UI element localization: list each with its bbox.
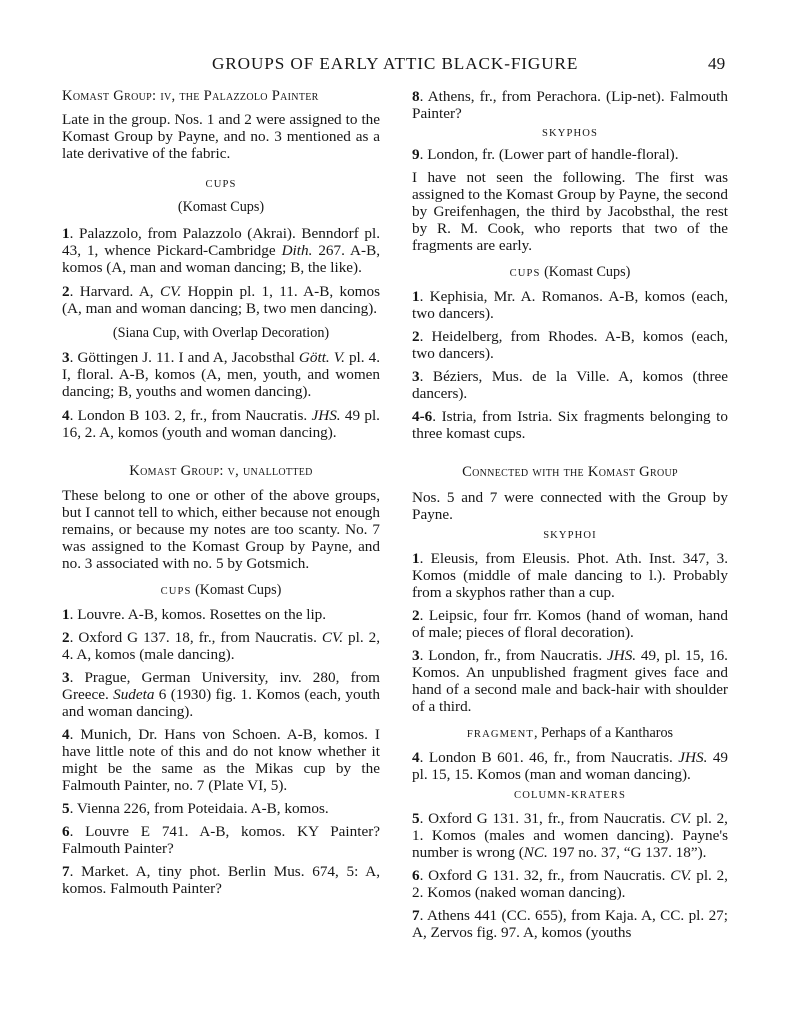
catalogue-entry: 2. Oxford G 137. 18, fr., from Naucratis. CV. pl. 2, 4. A, komos (male dancing). [62,629,380,663]
subheading-skyphos: SKYPHOS [542,128,598,139]
catalogue-entry: 3. Göttingen J. 11. I and A, Jacobsthal Gött. V. pl. 4. I, floral. A-B, komos (A, men, youth, and women dancing; B, youths and women dancing). [62,349,381,400]
right-column [412,88,728,941]
section-heading-palazzolo: Komast Group: iv, the Palazzolo Painter [62,88,319,104]
page-number: 49 [708,54,726,73]
catalogue-entry: 1. Eleusis, from Eleusis. Phot. Ath. Inst. 347, 3. Komos (middle of male dancing to l.). Probably from a skyphos rather than a cup. [412,550,728,601]
catalogue-entry: 2. Leipsic, four frr. Komos (hand of woman, hand of male; pieces of floral decoration). [412,607,728,641]
catalogue-entry: 3. Béziers, Mus. de la Ville. A, komos (three dancers). [412,368,728,402]
catalogue-entry: 9. London, fr. (Lower part of handle-floral). [412,146,679,163]
subheading-siana-cup: (Siana Cup, with Overlap Decoration) [112,325,330,341]
catalogue-entry: 4-6. Istria, from Istria. Six fragments belonging to three komast cups. [412,408,728,442]
catalogue-entry: 2. Heidelberg, from Rhodes. A-B, komos (each, two dancers). [412,328,728,362]
catalogue-entry: 7. Market. A, tiny phot. Berlin Mus. 674, 5: A, komos. Falmouth Painter? [62,863,380,897]
catalogue-entry: 1. Kephisia, Mr. A. Romanos. A-B, komos (each, two dancers). [412,288,728,322]
catalogue-entry: 4. London B 601. 46, fr., from Naucratis. JHS. 49 pl. 15, 15. Komos (man and woman dancing). [412,749,729,783]
section-heading-connected: Connected with the Komast Group [462,464,678,480]
subheading-cups: CUPS [205,179,237,190]
catalogue-entry: 5. Vienna 226, from Poteidaia. A-B, komos. [62,800,329,817]
catalogue-entry: 6. Oxford G 131. 32, fr., from Naucratis. CV. pl. 2, 2. Komos (naked woman dancing). [412,867,728,901]
catalogue-entry: 4. Munich, Dr. Hans von Schoen. A-B, komos. I have little note of this and do not know whether it might be the same as the Mikas cup by the Falmouth Painter, no. 7 (Plate VI, 5). [62,726,380,794]
subheading-skyphoi: SKYPHOI [543,530,597,541]
catalogue-entry: 1. Louvre. A-B, komos. Rosettes on the lip. [62,606,327,623]
catalogue-entry: 6. Louvre E 741. A-B, komos. KY Painter? Falmouth Painter? [62,823,380,857]
intro-paragraph: These belong to one or other of the above groups, but I cannot tell to which, either because not enough remains, or because my notes are too scanty. No. 7 was assigned to the Komast Group by Payne, and no. 3 associated with no. 5 by Gotsmich. [62,487,380,572]
subheading-cups-komast: CUPS (Komast Cups) [160,582,282,598]
intro-paragraph: Nos. 5 and 7 were connected with the Group by Payne. [412,489,728,523]
intro-paragraph: I have not seen the following. The first was assigned to the Komast Group by Payne, the second by Greifenhagen, the third by Jacobsthal, the rest by R. M. Cook, who reports that two of the fragments are early. [412,169,728,254]
subheading-cups-komast: CUPS (Komast Cups) [509,264,631,280]
subheading-fragment: FRAGMENT, Perhaps of a Kantharos [466,725,674,741]
intro-paragraph: Late in the group. Nos. 1 and 2 were assigned to the Komast Group by Payne, and no. 3 mentioned as a late derivative of the fabric. [62,111,380,162]
catalogue-entry: 3. London, fr., from Naucratis. JHS. 49, pl. 15, 16. Komos. An unpublished fragment gives face and hand of a second male and back-hair with shoulder of a third. [412,647,728,715]
catalogue-entry: 3. Prague, German University, inv. 280, from Greece. Sudeta 6 (1930) fig. 1. Komos (each, youth and woman dancing). [62,669,380,720]
page-header [0,54,787,78]
catalogue-entry: 8. Athens, fr., from Perachora. (Lip-net). Falmouth Painter? [412,88,728,122]
left-column [62,88,380,897]
section-heading-unallotted: Komast Group: v, unallotted [129,463,313,479]
catalogue-entry: 1. Palazzolo, from Palazzolo (Akrai). Benndorf pl. 43, 1, whence Pickard-Cambridge Dith. 267. A-B, komos (A, man and woman dancing; B, the like). [62,225,380,276]
catalogue-entry: 7. Athens 441 (CC. 655), from Kaja. A, CC. pl. 27; A, Zervos fig. 97. A, komos (youths [412,907,728,941]
running-title: GROUPS OF EARLY ATTIC BLACK-FIGURE [212,54,579,73]
catalogue-entry: 5. Oxford G 131. 31, fr., from Naucratis. CV. pl. 2, 1. Komos (males and women dancing). Payne's number is wrong (NC. 197 no. 37, “G 137. 18”). [412,810,728,861]
catalogue-entry: 2. Harvard. A, CV. Hoppin pl. 1, 11. A-B, komos (A, man and woman dancing; B, two men dancing). [62,283,380,317]
catalogue-entry: 4. London B 103. 2, fr., from Naucratis. JHS. 49 pl. 16, 2. A, komos (youth and woman dancing). [62,407,380,441]
subheading-column-kraters: COLUMN-KRATERS [514,790,626,801]
subheading-komast-cups: (Komast Cups) [177,199,265,215]
